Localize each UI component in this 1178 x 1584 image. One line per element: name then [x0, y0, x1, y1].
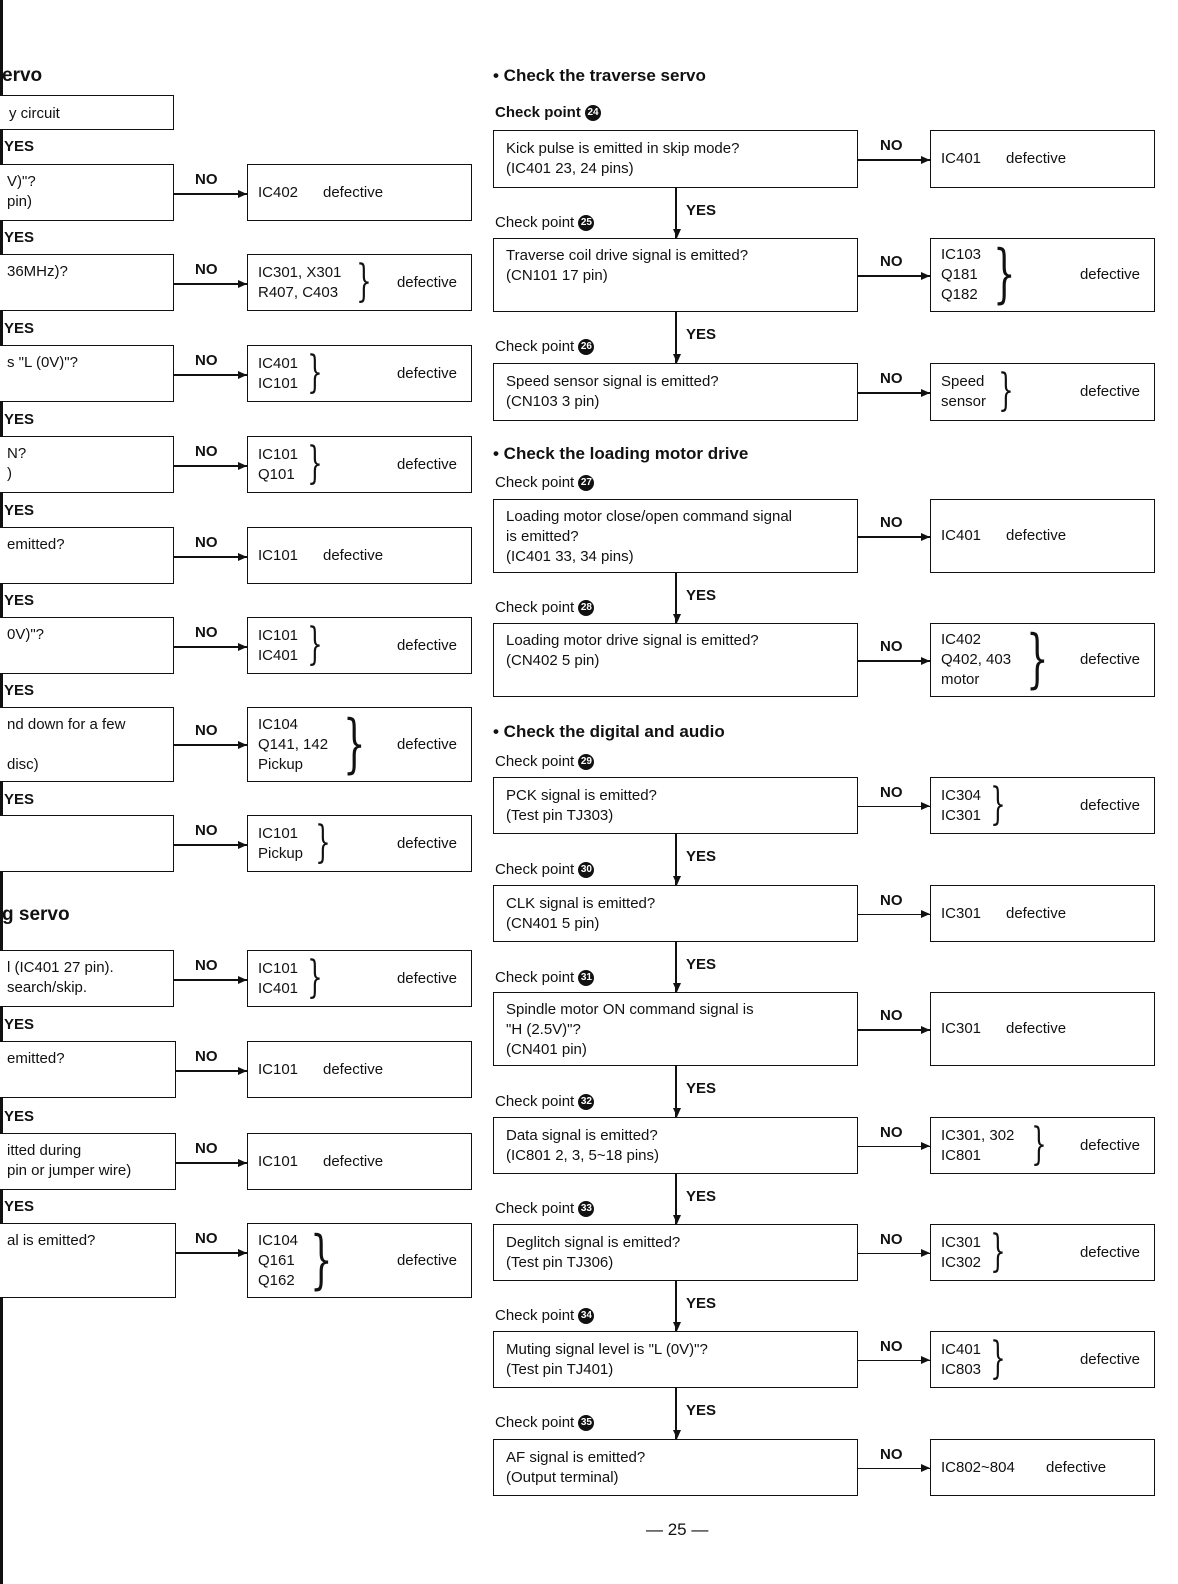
- check-point-number: 26: [578, 339, 594, 355]
- check-point-label: [495, 474, 594, 491]
- defective-label: defective: [396, 636, 457, 654]
- no-label: NO: [195, 1140, 218, 1157]
- no-connector: [858, 806, 930, 808]
- check-point-text: Check point: [495, 104, 581, 121]
- component-label: IC802~804: [941, 1458, 1015, 1476]
- arrow-right-icon: [238, 741, 247, 749]
- no-label: NO: [880, 514, 903, 531]
- check-point-label: [495, 1093, 594, 1110]
- no-connector: [174, 283, 247, 285]
- arrow-right-icon: [921, 272, 930, 280]
- yes-label: YES: [686, 1080, 717, 1097]
- component-label: R407, C403: [258, 283, 339, 301]
- question-box: Muting signal level is "L (0V)"? (Test pin TJ401): [493, 1331, 858, 1388]
- check-point-text: Check point: [495, 338, 575, 355]
- question-box: 0V)"?: [0, 617, 174, 674]
- check-point-number: 27: [578, 475, 594, 491]
- question-box: Loading motor close/open command signal is emitted? (IC401 33, 34 pins): [493, 499, 858, 573]
- yes-label: YES: [4, 791, 35, 808]
- component-label: Q402, 403: [941, 651, 1012, 668]
- yes-label: YES: [686, 1402, 717, 1419]
- component-label: Q141, 142: [258, 735, 329, 753]
- question-box: Traverse coil drive signal is emitted? (CN101 17 pin): [493, 238, 858, 312]
- check-point-number: 25: [578, 215, 594, 231]
- defective-label: defective: [1079, 1136, 1140, 1154]
- question-box: l (IC401 27 pin). search/skip.: [0, 950, 174, 1007]
- yes-label: YES: [686, 587, 717, 604]
- arrow-right-icon: [921, 1026, 930, 1034]
- no-label: NO: [880, 1007, 903, 1024]
- result-box: [930, 1331, 1155, 1388]
- check-point-text: Check point: [495, 474, 575, 491]
- component-label: Q182: [941, 286, 978, 303]
- arrow-right-icon: [921, 389, 930, 397]
- result-box: [930, 1224, 1155, 1281]
- no-label: NO: [880, 1445, 903, 1463]
- component-label: IC401: [941, 1340, 982, 1358]
- yes-label: YES: [4, 502, 35, 519]
- check-point-text: Check point: [495, 753, 575, 770]
- component-label: IC402: [941, 631, 982, 648]
- defective-label: defective: [1079, 266, 1140, 283]
- defective-label: defective: [1079, 383, 1140, 400]
- no-label: NO: [880, 370, 903, 387]
- defective-label: defective: [1079, 1243, 1140, 1261]
- brace-icon: }: [356, 255, 372, 307]
- defective-label: defective: [1046, 1458, 1107, 1476]
- no-label: NO: [880, 783, 903, 801]
- brace-icon: }: [307, 346, 323, 398]
- result-box: [247, 950, 472, 1007]
- component-label: IC401: [258, 646, 299, 664]
- no-connector: [858, 914, 930, 916]
- component-label: Q181: [941, 266, 978, 283]
- no-label: NO: [195, 1048, 218, 1065]
- question-box: Speed sensor signal is emitted? (CN103 3 pin): [493, 363, 858, 421]
- no-label: NO: [880, 638, 903, 655]
- arrow-right-icon: [921, 802, 930, 810]
- component-label: IC101: [258, 374, 299, 392]
- no-connector: [176, 1070, 247, 1072]
- result-box: [930, 777, 1155, 834]
- page-edge-bar: [0, 0, 3, 1584]
- yes-label: YES: [686, 1188, 717, 1205]
- result-box: [247, 527, 472, 584]
- no-label: NO: [880, 891, 903, 909]
- question-box: CLK signal is emitted? (CN401 5 pin): [493, 885, 858, 942]
- result-box: [247, 1223, 472, 1298]
- arrow-right-icon: [921, 1464, 930, 1472]
- no-label: NO: [880, 1337, 903, 1355]
- brace-icon: }: [310, 1222, 333, 1297]
- component-label: IC301, 302: [941, 1126, 1015, 1144]
- no-connector: [174, 844, 247, 846]
- component-label: IC301: [941, 904, 982, 922]
- yes-label: YES: [4, 1016, 35, 1033]
- no-label: NO: [880, 137, 903, 154]
- no-connector: [858, 1253, 930, 1255]
- component-label: IC301: [941, 806, 982, 824]
- no-label: NO: [195, 957, 218, 974]
- no-connector: [858, 660, 930, 662]
- arrow-down-icon: [673, 1322, 681, 1331]
- result-box: [247, 707, 472, 782]
- component-label: IC304: [941, 786, 982, 804]
- no-label: NO: [880, 253, 903, 270]
- yes-label: YES: [4, 592, 35, 609]
- arrow-right-icon: [238, 190, 247, 198]
- defective-label: defective: [323, 546, 384, 564]
- defective-label: defective: [1079, 796, 1140, 814]
- result-box: [247, 815, 472, 872]
- yes-label: YES: [686, 202, 717, 219]
- no-connector: [174, 646, 247, 648]
- result-box: [247, 254, 472, 311]
- check-point-label: [495, 338, 594, 355]
- result-box: [247, 1133, 472, 1190]
- arrow-right-icon: [238, 371, 247, 379]
- check-point-label: [495, 969, 594, 986]
- check-point-text: Check point: [495, 1307, 575, 1324]
- no-connector: [858, 1360, 930, 1362]
- arrow-down-icon: [673, 1108, 681, 1117]
- brace-icon: }: [307, 437, 323, 489]
- component-label: IC401: [258, 979, 299, 997]
- no-connector: [858, 392, 930, 394]
- no-connector: [174, 193, 247, 195]
- defective-label: defective: [396, 735, 457, 753]
- component-label: IC401: [941, 527, 982, 544]
- check-point-number: 34: [578, 1308, 594, 1324]
- arrow-right-icon: [238, 1159, 247, 1167]
- component-label: IC803: [941, 1360, 982, 1378]
- yes-label: YES: [686, 326, 717, 343]
- section-title: • Check the digital and audio: [493, 722, 725, 741]
- no-connector: [858, 1146, 930, 1148]
- result-box: [247, 617, 472, 674]
- component-label: IC301, X301: [258, 263, 342, 281]
- question-box: al is emitted?: [0, 1223, 176, 1298]
- check-point-label: [495, 599, 594, 616]
- yes-label: YES: [4, 1108, 35, 1125]
- arrow-down-icon: [673, 876, 681, 885]
- check-point-label: [495, 1414, 594, 1431]
- check-point-label: [495, 214, 594, 231]
- no-connector: [858, 159, 930, 161]
- no-label: NO: [195, 443, 218, 460]
- arrow-right-icon: [921, 910, 930, 918]
- no-connector: [176, 1252, 247, 1254]
- arrow-down-icon: [673, 983, 681, 992]
- brace-icon: }: [993, 237, 1016, 311]
- question-box: y circuit: [0, 95, 174, 130]
- result-box: [930, 363, 1155, 421]
- check-point-number: 33: [578, 1201, 594, 1217]
- arrow-right-icon: [921, 1249, 930, 1257]
- defective-label: defective: [1006, 150, 1067, 167]
- defective-label: defective: [396, 969, 457, 987]
- result-box: [930, 238, 1155, 312]
- check-point-text: Check point: [495, 1093, 575, 1110]
- question-box: Spindle motor ON command signal is "H (2.5V)"? (CN401 pin): [493, 992, 858, 1066]
- no-label: NO: [195, 171, 218, 188]
- component-label: Q101: [258, 465, 295, 483]
- no-label: NO: [195, 822, 218, 839]
- question-box: V)"? pin): [0, 164, 174, 221]
- arrow-right-icon: [238, 1067, 247, 1075]
- no-label: NO: [195, 352, 218, 369]
- check-point-number: 35: [578, 1415, 594, 1431]
- component-label: IC801: [941, 1146, 982, 1164]
- no-label: NO: [880, 1230, 903, 1248]
- section-title: • Check the loading motor drive: [493, 444, 749, 463]
- check-point-number: 29: [578, 754, 594, 770]
- section-heading: ervo: [2, 65, 43, 86]
- no-connector: [174, 556, 247, 558]
- no-connector: [858, 275, 930, 277]
- result-box: [930, 1439, 1155, 1496]
- question-box: emitted?: [0, 1041, 176, 1098]
- component-label: IC101: [258, 445, 299, 463]
- component-label: IC101: [258, 546, 299, 564]
- check-point-label: [495, 1200, 594, 1217]
- defective-label: defective: [1006, 904, 1067, 922]
- brace-icon: }: [1025, 622, 1049, 696]
- question-box: s "L (0V)"?: [0, 345, 174, 402]
- result-box: [247, 164, 472, 221]
- result-box: [930, 992, 1155, 1066]
- component-label: IC301: [941, 1020, 982, 1037]
- question-box: N? ): [0, 436, 174, 493]
- arrow-right-icon: [238, 643, 247, 651]
- yes-label: YES: [4, 229, 35, 246]
- no-connector: [174, 374, 247, 376]
- component-label: Q161: [258, 1251, 295, 1269]
- arrow-right-icon: [238, 280, 247, 288]
- section-title: • Check the traverse servo: [493, 66, 706, 85]
- component-label: Speed: [941, 373, 985, 390]
- check-point-text: Check point: [495, 214, 575, 231]
- no-connector: [174, 744, 247, 746]
- component-label: IC101: [258, 1152, 299, 1170]
- defective-label: defective: [1006, 527, 1067, 544]
- result-box: [930, 623, 1155, 697]
- question-box: Kick pulse is emitted in skip mode? (IC401 23, 24 pins): [493, 130, 858, 188]
- arrow-right-icon: [238, 976, 247, 984]
- component-label: IC104: [258, 715, 299, 733]
- question-box: nd down for a few disc): [0, 707, 174, 782]
- brace-icon: }: [990, 1332, 1006, 1384]
- component-label: IC101: [258, 959, 299, 977]
- defective-label: defective: [323, 183, 384, 201]
- result-box: [930, 130, 1155, 188]
- no-connector: [858, 536, 930, 538]
- check-point-number: 24: [585, 105, 601, 121]
- component-label: Pickup: [258, 844, 304, 862]
- brace-icon: }: [1031, 1118, 1047, 1170]
- result-box: [247, 1041, 472, 1098]
- arrow-right-icon: [238, 1249, 247, 1257]
- component-label: Q162: [258, 1271, 295, 1289]
- arrow-right-icon: [238, 841, 247, 849]
- yes-label: YES: [4, 682, 35, 699]
- component-label: IC101: [258, 824, 299, 842]
- defective-label: defective: [1079, 651, 1140, 668]
- no-label: NO: [195, 534, 218, 551]
- component-label: motor: [941, 671, 980, 688]
- no-label: NO: [195, 722, 218, 739]
- arrow-down-icon: [673, 1430, 681, 1439]
- check-point-number: 30: [578, 862, 594, 878]
- brace-icon: }: [990, 778, 1006, 830]
- yes-label: YES: [686, 848, 717, 865]
- defective-label: defective: [1006, 1020, 1067, 1037]
- check-point-text: Check point: [495, 861, 575, 878]
- question-box: PCK signal is emitted? (Test pin TJ303): [493, 777, 858, 834]
- check-point-text: Check point: [495, 1414, 575, 1431]
- no-connector: [858, 1029, 930, 1031]
- yes-label: YES: [4, 138, 35, 155]
- yes-label: YES: [686, 1295, 717, 1312]
- yes-label: YES: [4, 320, 35, 337]
- arrow-right-icon: [921, 657, 930, 665]
- yes-label: YES: [4, 411, 35, 428]
- defective-label: defective: [396, 1251, 457, 1269]
- component-label: IC101: [258, 1060, 299, 1078]
- no-label: NO: [195, 1230, 218, 1247]
- component-label: IC301: [941, 1233, 982, 1251]
- defective-label: defective: [323, 1152, 384, 1170]
- brace-icon: }: [307, 951, 323, 1003]
- section-heading: g servo: [2, 904, 70, 925]
- check-point-number: 32: [578, 1094, 594, 1110]
- page-number: — 25 —: [646, 1520, 709, 1539]
- component-label: IC401: [941, 150, 982, 167]
- result-box: [930, 1117, 1155, 1174]
- no-label: NO: [195, 261, 218, 278]
- question-box: Loading motor drive signal is emitted? (CN402 5 pin): [493, 623, 858, 697]
- yes-label: YES: [4, 1198, 35, 1215]
- question-box: [0, 815, 174, 872]
- defective-label: defective: [396, 455, 457, 473]
- no-connector: [858, 1468, 930, 1470]
- brace-icon: }: [315, 816, 331, 868]
- question-box: Data signal is emitted? (IC801 2, 3, 5~18 pins): [493, 1117, 858, 1174]
- arrow-right-icon: [921, 533, 930, 541]
- component-label: IC101: [258, 626, 299, 644]
- arrow-down-icon: [673, 1215, 681, 1224]
- defective-label: defective: [323, 1060, 384, 1078]
- arrow-down-icon: [673, 229, 681, 238]
- check-point-text: Check point: [495, 599, 575, 616]
- component-label: IC103: [941, 246, 982, 263]
- check-point-number: 28: [578, 600, 594, 616]
- question-box: emitted?: [0, 527, 174, 584]
- arrow-right-icon: [921, 156, 930, 164]
- no-connector: [176, 1162, 247, 1164]
- result-box: [930, 885, 1155, 942]
- arrow-right-icon: [921, 1142, 930, 1150]
- check-point-text: Check point: [495, 1200, 575, 1217]
- check-point-label: [495, 753, 594, 770]
- check-point-label: [495, 104, 601, 121]
- arrow-down-icon: [673, 614, 681, 623]
- check-point-label: [495, 1307, 594, 1324]
- arrow-down-icon: [673, 354, 681, 363]
- defective-label: defective: [396, 364, 457, 382]
- no-connector: [174, 465, 247, 467]
- brace-icon: }: [342, 706, 366, 781]
- brace-icon: }: [307, 618, 323, 670]
- result-box: [930, 499, 1155, 573]
- check-point-label: [495, 861, 594, 878]
- component-label: Pickup: [258, 755, 304, 773]
- yes-label: YES: [686, 956, 717, 973]
- arrow-right-icon: [238, 462, 247, 470]
- component-label: IC302: [941, 1253, 982, 1271]
- result-box: [247, 436, 472, 493]
- result-box: [247, 345, 472, 402]
- defective-label: defective: [396, 834, 457, 852]
- question-box: itted during pin or jumper wire): [0, 1133, 176, 1190]
- brace-icon: }: [998, 365, 1014, 416]
- check-point-text: Check point: [495, 969, 575, 986]
- component-label: IC402: [258, 183, 299, 201]
- defective-label: defective: [396, 273, 457, 291]
- brace-icon: }: [990, 1225, 1006, 1277]
- component-label: sensor: [941, 393, 987, 410]
- arrow-right-icon: [238, 553, 247, 561]
- no-label: NO: [195, 624, 218, 641]
- check-point-number: 31: [578, 970, 594, 986]
- component-label: IC104: [258, 1231, 299, 1249]
- question-box: AF signal is emitted? (Output terminal): [493, 1439, 858, 1496]
- arrow-right-icon: [921, 1356, 930, 1364]
- defective-label: defective: [1079, 1350, 1140, 1368]
- no-label: NO: [880, 1123, 903, 1141]
- no-connector: [174, 979, 247, 981]
- question-box: 36MHz)?: [0, 254, 174, 311]
- question-box: Deglitch signal is emitted? (Test pin TJ306): [493, 1224, 858, 1281]
- component-label: IC401: [258, 354, 299, 372]
